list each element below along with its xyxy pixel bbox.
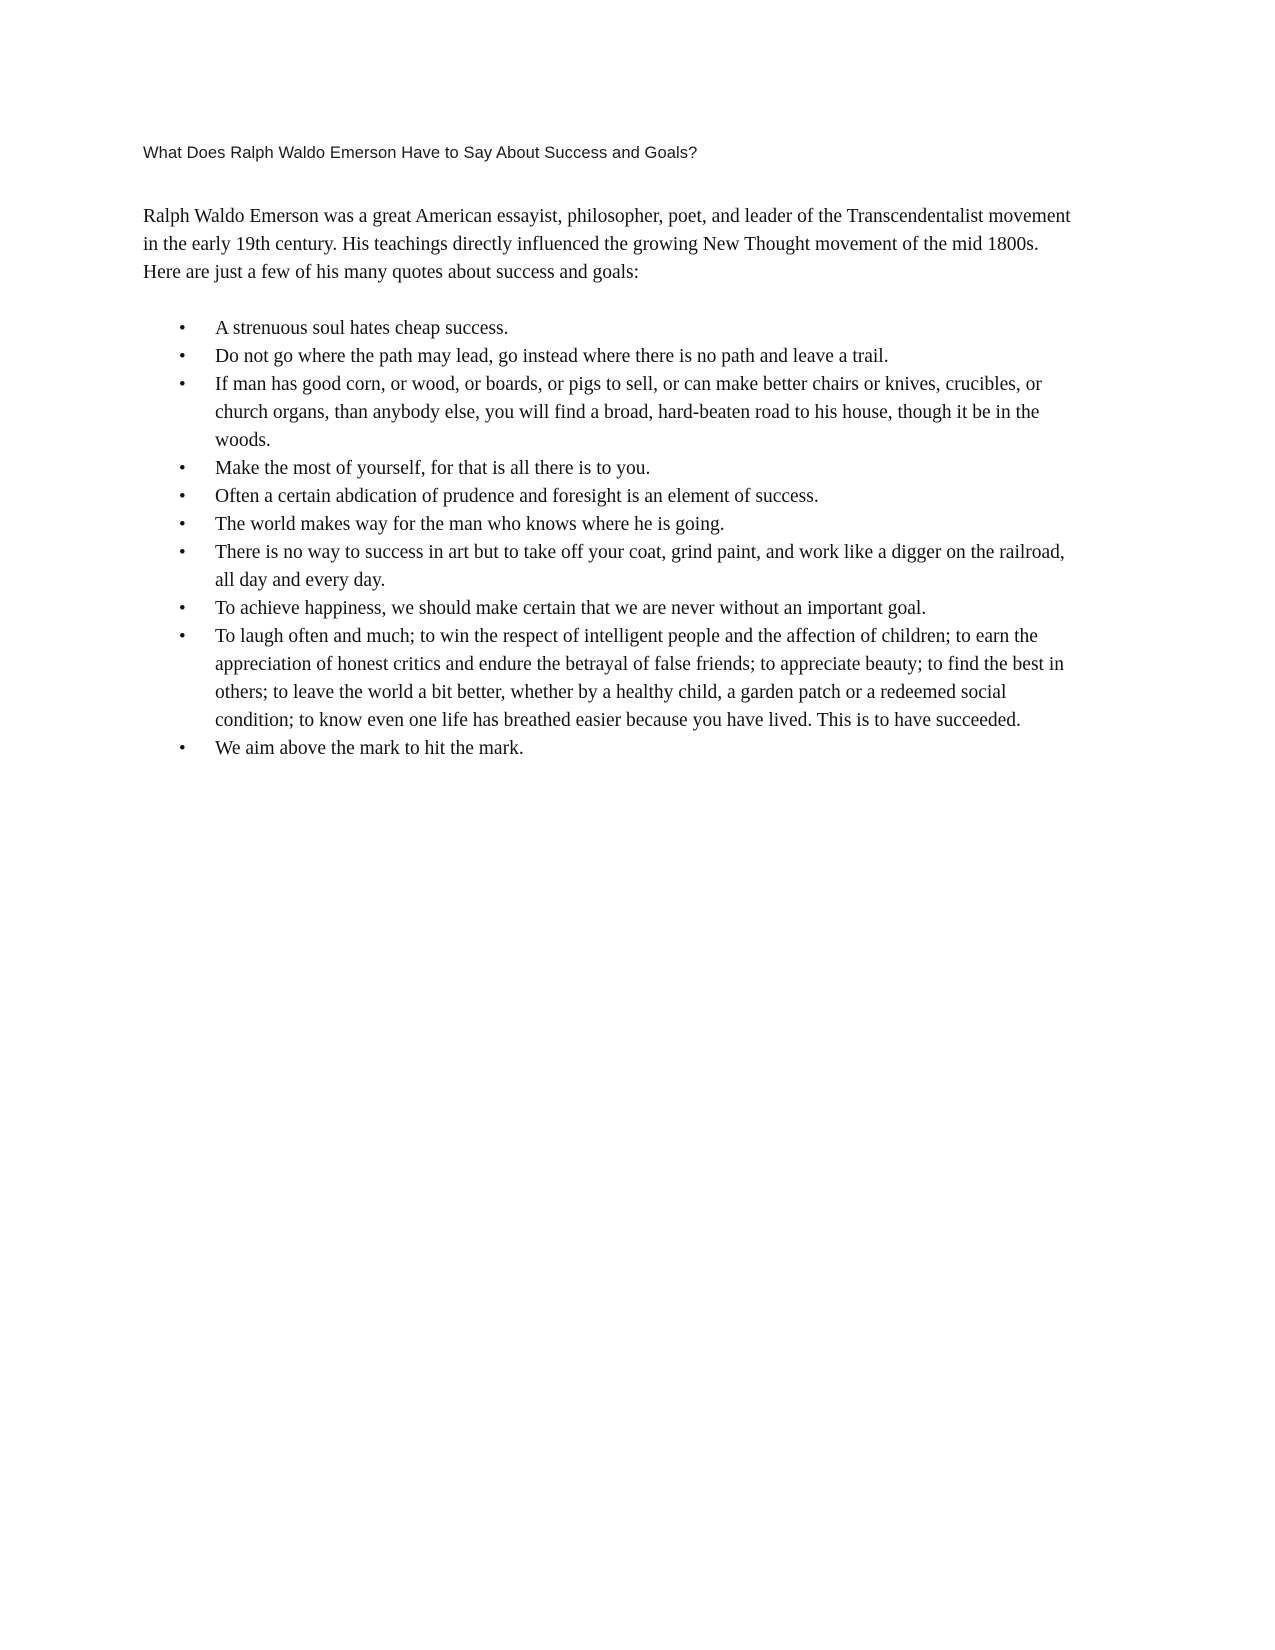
list-item: • To laugh often and much; to win the respect of intelligent people and the affection of children; to earn the appreciation of honest critics and endure the betrayal of false friends; to appreciate beauty; to find the best in others; to leave the world a bit better, whether by a healthy child, a garden patch or a redeemed social condition; to know even one life has breathed easier because you have lived. This is to have succeeded. xyxy=(143,623,1073,735)
list-item: • A strenuous soul hates cheap success. xyxy=(143,315,1073,343)
intro-paragraph: Ralph Waldo Emerson was a great American essayist, philosopher, poet, and leader of the Transcendentalist movement in the early 19th century. His teachings directly influenced the growing New Thought movement of the mid 1800s. Here are just a few of his many quotes about success and goals: xyxy=(143,206,1071,283)
quote-list xyxy=(143,315,1073,763)
list-item: • There is no way to success in art but to take off your coat, grind paint, and work like a digger on the railroad, all day and every day. xyxy=(143,539,1073,595)
list-item: • If man has good corn, or wood, or boards, or pigs to sell, or can make better chairs or knives, crucibles, or church organs, than anybody else, you will find a broad, hard-beaten road to his house, though it be in the woods. xyxy=(143,371,1073,455)
list-item: • Often a certain abdication of prudence and foresight is an element of success. xyxy=(143,483,1073,511)
list-item: • Do not go where the path may lead, go instead where there is no path and leave a trail. xyxy=(143,343,1073,371)
list-item: • Make the most of yourself, for that is all there is to you. xyxy=(143,455,1073,483)
list-item: • The world makes way for the man who knows where he is going. xyxy=(143,511,1073,539)
list-item: • To achieve happiness, we should make certain that we are never without an important goal. xyxy=(143,595,1073,623)
page-title: What Does Ralph Waldo Emerson Have to Say About Success and Goals? xyxy=(143,144,698,162)
list-item: • We aim above the mark to hit the mark. xyxy=(143,735,1073,763)
